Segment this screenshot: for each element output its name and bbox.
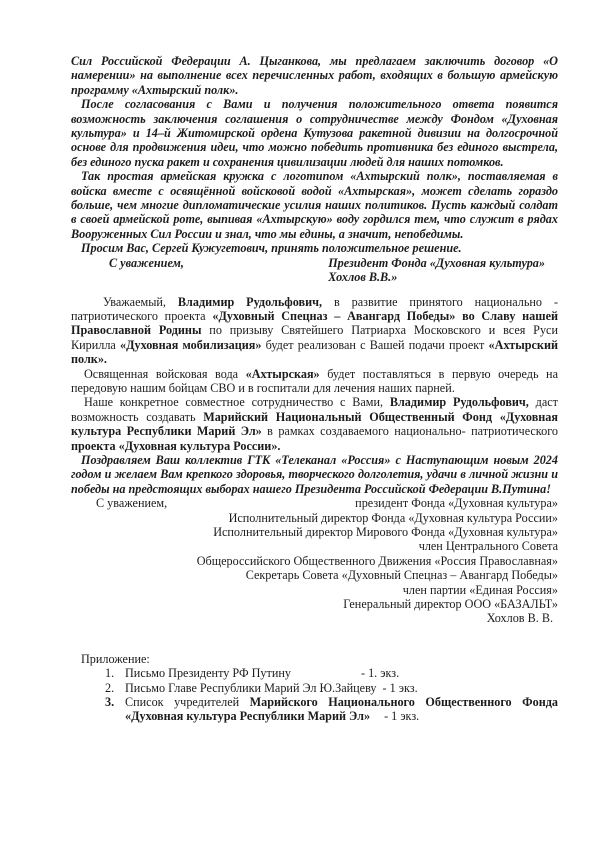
- page-content: [71, 54, 558, 724]
- letter1-paragraph-1: Сил Российской Федерации А. Цыганкова, мы предлагаем заключить договор «О намерении» на выполнение всех перечисленных работ, входящих в большую армейскую программу «Ахтырский полк».: [71, 54, 558, 97]
- letter1-paragraph-3: Так простая армейская кружка с логотипом «Ахтырский полк», поставляемая в войска вместе с освящённой войсковой водой «Ахтырская», может сделать гораздо больше, чем многие дипломатические усилия наших политиков. Пусть каждый солдат в своей армейской роте, выпивая «Ахтырскую» воду гордился тем, что служит в рядах Вооруженных Сил России и знал, что мы едины, а значит, непобедимы.: [71, 169, 558, 241]
- appendix-item-3-count: - 1 экз.: [384, 709, 420, 724]
- letter2-paragraph-1: Уважаемый, Владимир Рудольфович, в развитие принятого национально - патриотического проекта «Духовный Спецназ – Авангард Победы» во Славу нашей Православной Родины по призыву Святейшего Патриарха Московского и всея Руси Кирилла «Духовная мобилизация» будет реализован с Вашей подачи проект «Ахтырский полк».: [71, 294, 559, 367]
- appendix-item-2-number: 2.: [105, 680, 115, 695]
- signature-title-line: Исполнительный директор Мирового Фонда «Духовная культура»: [213, 525, 558, 539]
- appendix-item-1-number: 1.: [105, 666, 115, 681]
- appendix-item-2: [71, 681, 558, 695]
- appendix-item-1-count: - 1. экз.: [360, 666, 400, 681]
- appendix-item-3-number: 3.: [105, 695, 115, 710]
- appendix-item-1: [71, 666, 558, 680]
- letter1-paragraph-2: После согласования с Вами и получения положительного ответа появится возможность заключения соглашения о сотрудничестве между Фондом «Духовная культура» и 14–й Житомирской ордена Кутузова ракетной дивизии на долгосрочной основе для продвижения идеи, что можно победить противника без единого выстрела, без единого пуска ракет и сохранения цивилизации людей для наших потомков.: [71, 97, 558, 169]
- letter2-closing: С уважением,: [96, 496, 168, 511]
- letter1-signature-title: Президент Фонда «Духовная культура»: [328, 255, 545, 270]
- signature-title-line: член Центрального Совета: [418, 539, 558, 554]
- letter1-closing: С уважением,: [109, 255, 184, 270]
- appendix-item-1-text: Письмо Президенту РФ Путину: [125, 666, 291, 681]
- letter2-congratulation-paragraph: Поздравляем Ваш коллектив ГТК «Телеканал «Россия» с Наступающим новым 2024 годом и желаем Вам крепкого здоровья, творческого долголетия, удачи в личной жизни и победы на предстоящих выборах нашего Президента Российской Федерации В.Путина!: [71, 452, 558, 496]
- appendix-item-3-text: Список учредителей: [125, 695, 250, 710]
- signature-title-line: член партии «Единая Россия»: [402, 582, 558, 597]
- appendix-item-2-text: Письмо Главе Республики Марий Эл Ю.Зайцеву: [125, 680, 377, 695]
- letter-fragment-2: [71, 295, 558, 626]
- signature-title-line: Секретарь Совета «Духовный Спецназ – Авангард Победы»: [245, 568, 558, 583]
- signature-title-line: Исполнительный директор Фонда «Духовная культура России»: [228, 510, 558, 525]
- letter2-paragraph-3: Наше конкретное совместное сотрудничество с Вами, Владимир Рудольфович, даст возможность создавать Марийский Национальный Общественный Фонд «Духовная культура Республики Марий Эл» в рамках создаваемого национально- патриотического проекта «Духовная культура России».: [71, 395, 558, 453]
- letter1-request-line: Просим Вас, Сергей Кужугетович, принять положительное решение.: [81, 241, 462, 256]
- letter-fragment-1: [71, 54, 558, 285]
- letter1-signature-name: Хохлов В.В.»: [328, 270, 398, 285]
- letter1-signature-row: [71, 256, 558, 285]
- signature-title-line: Генеральный директор ООО «БАЗАЛЬТ»: [343, 597, 558, 612]
- signature-title-line: президент Фонда «Духовная культура»: [355, 496, 558, 511]
- letter2-signature-row: [71, 496, 558, 626]
- appendix-item-2-count: - 1 экз.: [382, 680, 418, 695]
- letter2-paragraph-2: Освященная войсковая вода «Ахтырская» будет поставляться в первую очередь на передовую нашим бойцам СВО и в госпитали для лечения наших парней.: [71, 366, 558, 395]
- letter1-signature-block: [328, 256, 545, 285]
- signature-name: Хохлов В. В.: [486, 611, 553, 626]
- appendix-title: Приложение:: [81, 651, 150, 666]
- appendix-item-3: 3. Список учредителей Марийского Национального Общественного Фонда «Духовная культура Республики Марий Эл» - 1 экз.: [105, 695, 558, 724]
- signature-title-line: Общероссийского Общественного Движения «Россия Православная»: [196, 553, 558, 568]
- appendix-section: [71, 652, 558, 724]
- letter2-signature-block: [167, 496, 558, 626]
